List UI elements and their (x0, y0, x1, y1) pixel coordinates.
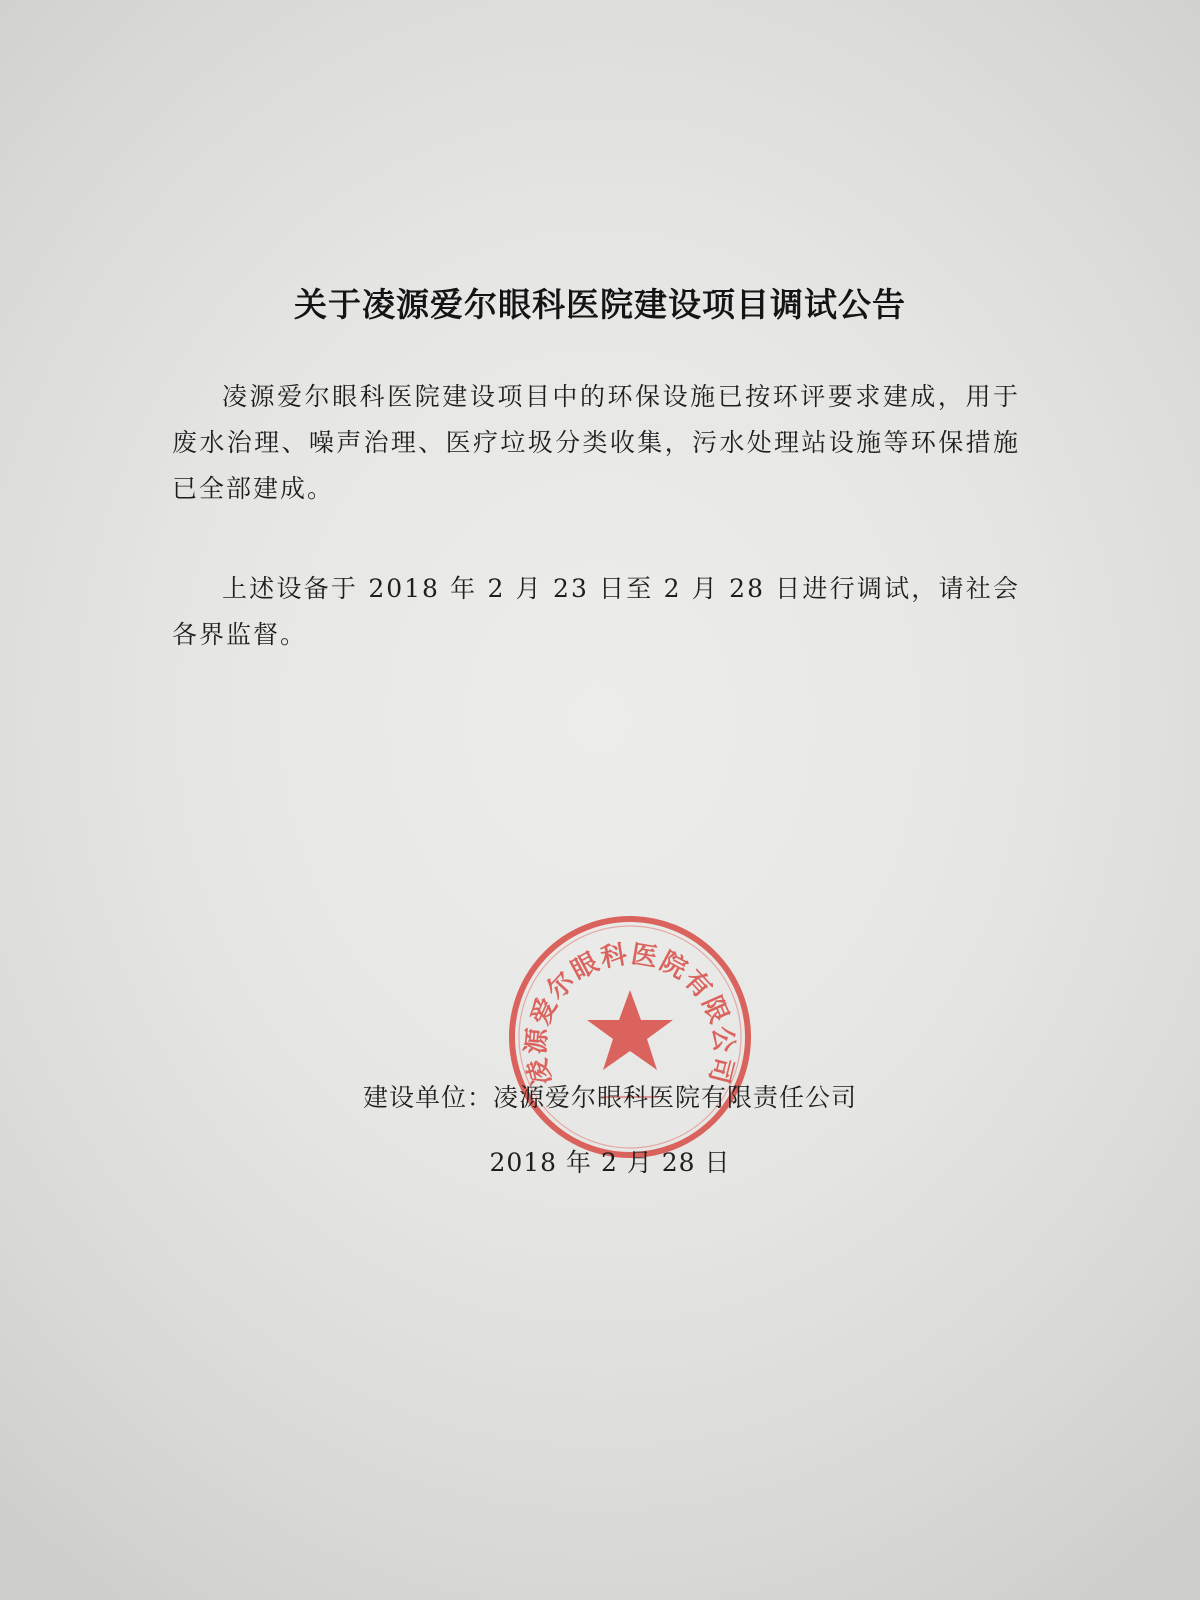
signature-date: 2018 年 2 月 28 日 (489, 1148, 731, 1177)
seal-star-icon (587, 990, 673, 1070)
paragraph-debugging: 上述设备于 2018 年 2 月 23 日至 2 月 28 日进行调试，请社会各界监督。 (172, 574, 1020, 649)
document-title: 关于凌源爱尔眼科医院建设项目调试公告 (294, 285, 906, 324)
official-seal (505, 912, 755, 1162)
svg-text:凌源爱尔眼科医院有限公司: 凌源爱尔眼科医院有限公司 (521, 939, 739, 1089)
signature-unit: 建设单位：凌源爱尔眼科医院有限责任公司 (362, 1083, 857, 1112)
paragraph-facilities: 凌源爱尔眼科医院建设项目中的环保设施已按环评要求建成，用于废水治理、噪声治理、医疗垃圾分类收集，污水处理站设施等环保措施已全部建成。 (172, 382, 1020, 503)
